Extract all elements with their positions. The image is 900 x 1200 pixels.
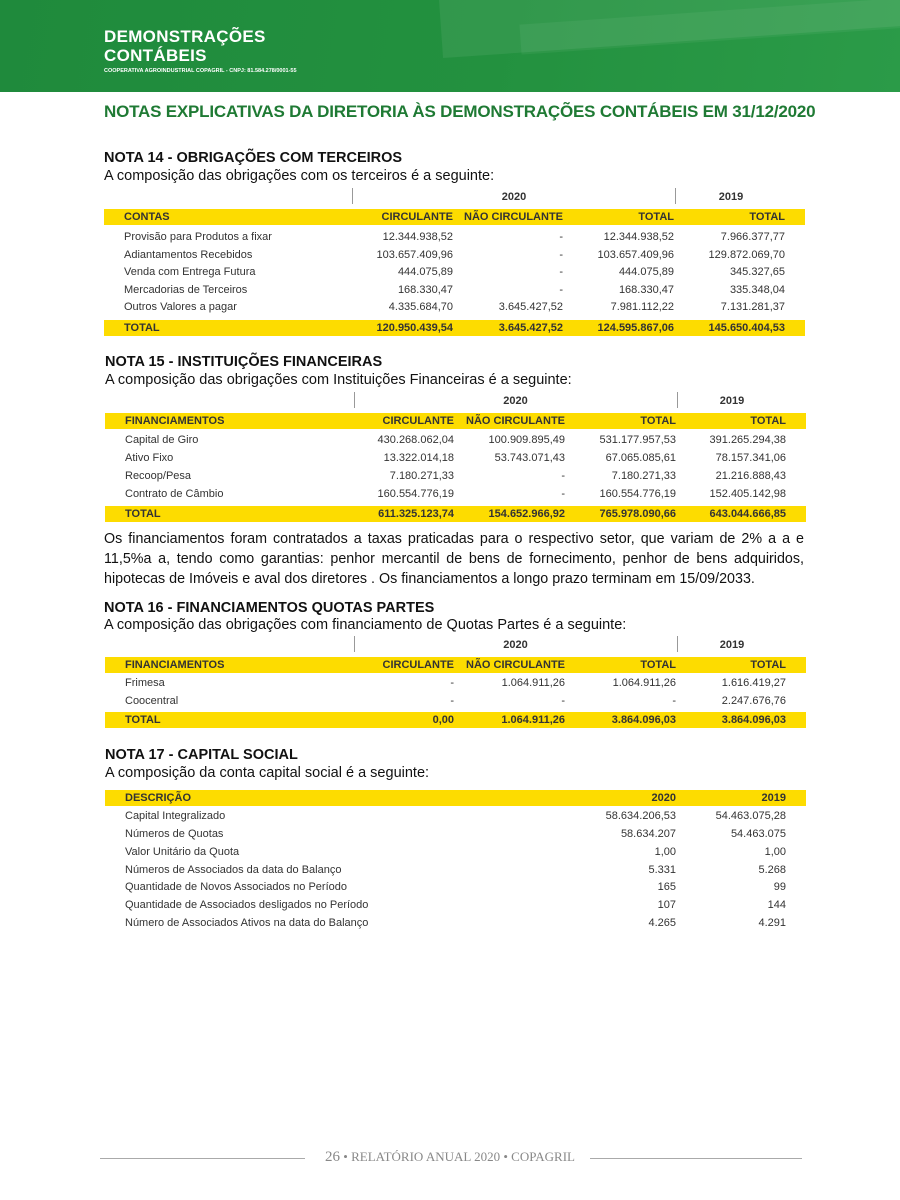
note14-year-2019: 2019: [718, 191, 744, 203]
row-label: Ativo Fixo: [125, 452, 174, 464]
cell: 5.331: [648, 864, 676, 876]
cell: -: [561, 488, 565, 500]
table-row: [105, 915, 806, 932]
cell: -: [450, 677, 454, 689]
cell: 1,00: [764, 846, 786, 858]
table-row: [105, 826, 806, 843]
cell: 2.247.676,76: [721, 695, 786, 707]
note15-total-row: [105, 506, 806, 522]
cell: 54.463.075: [730, 828, 786, 840]
note16-intro: A composição das obrigações com financiamento de Quotas Partes é a seguinte:: [104, 617, 627, 633]
cell: 7.131.281,37: [720, 301, 785, 313]
table-row: [105, 897, 806, 914]
cell: 430.268.062,04: [377, 434, 454, 446]
cell: 5.268: [758, 864, 786, 876]
page-footer: [0, 1149, 900, 1166]
col-header: TOTAL: [750, 415, 786, 427]
col-header: NÃO CIRCULANTE: [464, 211, 563, 223]
cell: 129.872.069,70: [708, 249, 785, 261]
table-row: [104, 247, 805, 264]
cell: 168.330,47: [618, 284, 674, 296]
cell: 103.657.409,96: [376, 249, 453, 261]
cell: -: [559, 249, 563, 261]
cell: 7.180.271,33: [611, 470, 676, 482]
row-label: Provisão para Produtos a fixar: [124, 231, 272, 243]
table-row: [105, 693, 806, 710]
table-row: [105, 432, 806, 449]
total-cell: 154.652.966,92: [488, 508, 565, 520]
col-header: NÃO CIRCULANTE: [466, 659, 565, 671]
table-row: [104, 282, 805, 299]
cell: 12.344.938,52: [603, 231, 674, 243]
note16-year-2020: 2020: [503, 639, 528, 651]
total-cell: 124.595.867,06: [597, 322, 674, 334]
cell: -: [559, 231, 563, 243]
note16-year-2019: 2019: [719, 639, 745, 651]
row-label: Capital de Giro: [125, 434, 199, 446]
total-cell: 120.950.439,54: [376, 322, 453, 334]
table-row: [104, 229, 805, 246]
col-header: 2020: [651, 792, 676, 804]
col-header: CONTAS: [124, 211, 170, 223]
total-cell: 1.064.911,26: [501, 714, 565, 726]
col-header: NÃO CIRCULANTE: [466, 415, 565, 427]
cell: 1.064.911,26: [501, 677, 565, 689]
row-label: Capital Integralizado: [125, 810, 226, 822]
cell: 531.177.957,53: [599, 434, 676, 446]
header-title: [104, 28, 266, 64]
row-label: Venda com Entrega Futura: [124, 266, 256, 278]
col-header: DESCRIÇÃO: [125, 792, 192, 804]
header-title-line2: CONTÁBEIS: [104, 46, 207, 65]
total-cell: 145.650.404,53: [708, 322, 785, 334]
cell: 168.330,47: [397, 284, 453, 296]
cell: 152.405.142,98: [709, 488, 786, 500]
note15-header-row: [105, 413, 806, 429]
table-row: [105, 468, 806, 485]
cell: 13.322.014,18: [383, 452, 454, 464]
row-label: Adiantamentos Recebidos: [124, 249, 253, 261]
col-header: CIRCULANTE: [382, 659, 454, 671]
table-row: [105, 486, 806, 503]
note15-year-2020: 2020: [503, 395, 528, 407]
note16-title: NOTA 16 - FINANCIAMENTOS QUOTAS PARTES: [104, 600, 435, 616]
page-number: 26: [325, 1149, 341, 1165]
col-header: TOTAL: [750, 659, 786, 671]
total-cell: 0,00: [432, 714, 454, 726]
cell: 4.291: [758, 917, 786, 929]
table-row: [105, 844, 806, 861]
total-cell: 3.864.096,03: [721, 714, 786, 726]
cell: 7.981.112,22: [610, 301, 674, 313]
note15-title: NOTA 15 - INSTITUIÇÕES FINANCEIRAS: [105, 354, 383, 370]
cell: 391.265.294,38: [709, 434, 786, 446]
note17-title: NOTA 17 - CAPITAL SOCIAL: [105, 747, 298, 763]
row-label: Coocentral: [125, 695, 179, 707]
cell: 160.554.776,19: [599, 488, 676, 500]
header-subtitle: COOPERATIVA AGROINDUSTRIAL COPAGRIL - CNPJ: 81.584.278/0001-55: [104, 68, 297, 74]
note17-header-row: [105, 790, 806, 806]
cell: 144: [767, 899, 786, 911]
note15-intro: A composição das obrigações com Instituições Financeiras é a seguinte:: [105, 372, 572, 388]
table-row: [104, 264, 805, 281]
cell: -: [559, 284, 563, 296]
col-header: 2019: [761, 792, 786, 804]
cell: -: [559, 266, 563, 278]
total-cell: 3.645.427,52: [498, 322, 563, 334]
cell: 67.065.085,61: [605, 452, 676, 464]
cell: 99: [773, 881, 786, 893]
note16-header-row: [105, 657, 806, 673]
row-label: Mercadorias de Terceiros: [124, 284, 248, 296]
note14-year-2020: 2020: [501, 191, 527, 203]
cell: 21.216.888,43: [715, 470, 786, 482]
row-label: Número de Associados Ativos na data do Balanço: [125, 917, 369, 929]
table-row: [105, 675, 806, 692]
cell: 4.265: [648, 917, 676, 929]
company-name: COPAGRIL: [511, 1149, 575, 1164]
page-heading: NOTAS EXPLICATIVAS DA DIRETORIA ÀS DEMONSTRAÇÕES CONTÁBEIS EM 31/12/2020: [104, 102, 816, 121]
row-label: Quantidade de Novos Associados no Período: [125, 881, 347, 893]
row-label: Números de Associados da data do Balanço: [125, 864, 342, 876]
cell: 3.645.427,52: [498, 301, 563, 313]
row-label: Contrato de Câmbio: [125, 488, 224, 500]
row-label: Quantidade de Associados desligados no Período: [125, 899, 369, 911]
cell: 345.327,65: [729, 266, 785, 278]
note14-header-row: [104, 209, 805, 225]
row-label: Valor Unitário da Quota: [125, 846, 240, 858]
row-label: Frimesa: [125, 677, 165, 689]
cell: -: [561, 695, 565, 707]
cell: -: [672, 695, 676, 707]
cell: 58.634.206,53: [605, 810, 676, 822]
note14-total-row: [104, 320, 805, 336]
cell: 165: [657, 881, 676, 893]
cell: 7.180.271,33: [389, 470, 454, 482]
cell: 100.909.895,49: [488, 434, 565, 446]
cell: 103.657.409,96: [597, 249, 674, 261]
total-cell: 611.325.123,74: [378, 508, 454, 520]
table-row: [105, 808, 806, 825]
col-header: CIRCULANTE: [381, 211, 453, 223]
row-label: Recoop/Pesa: [125, 470, 192, 482]
cell: 335.348,04: [729, 284, 785, 296]
footer-separator: •: [503, 1149, 508, 1164]
cell: 58.634.207: [620, 828, 676, 840]
col-header: FINANCIAMENTOS: [125, 659, 225, 671]
cell: 1.064.911,26: [612, 677, 676, 689]
financing-paragraph: Os financiamentos foram contratados a taxas praticadas para o respectivo setor, que variam de 2% a a e 11,5%a a, tendo como garantias: penhor mercantil de bens de fornecimento, penhor de bens adquiridos, hipotecas de Imóveis e aval dos diretores . Os financiamentos a longo prazo terminam em 15/09/2033.: [104, 531, 804, 587]
total-cell: 3.864.096,03: [611, 714, 676, 726]
total-cell: 765.978.090,66: [599, 508, 676, 520]
cell: -: [450, 695, 454, 707]
cell: 7.966.377,77: [720, 231, 785, 243]
cell: 54.463.075,28: [715, 810, 786, 822]
cell: 444.075,89: [618, 266, 674, 278]
table-row: [105, 862, 806, 879]
cell: 12.344.938,52: [382, 231, 453, 243]
footer-separator: •: [343, 1149, 348, 1164]
cell: 160.554.776,19: [377, 488, 454, 500]
cell: 78.157.341,06: [715, 452, 786, 464]
report-name: RELATÓRIO ANUAL 2020: [351, 1149, 501, 1164]
col-header: TOTAL: [640, 415, 676, 427]
cell: -: [561, 470, 565, 482]
col-header: TOTAL: [640, 659, 676, 671]
note15-year-2019: 2019: [719, 395, 745, 407]
note14-intro: A composição das obrigações com os terceiros é a seguinte:: [104, 168, 495, 184]
cell: 1,00: [654, 846, 676, 858]
note14-title: NOTA 14 - OBRIGAÇÕES COM TERCEIROS: [104, 150, 403, 166]
col-header: FINANCIAMENTOS: [125, 415, 225, 427]
row-label: Outros Valores a pagar: [124, 301, 237, 313]
total-cell: 643.044.666,85: [709, 508, 786, 520]
cell: 107: [657, 899, 676, 911]
col-header: CIRCULANTE: [382, 415, 454, 427]
total-label: TOTAL: [124, 322, 160, 334]
cell: 53.743.071,43: [494, 452, 565, 464]
table-row: [104, 299, 805, 316]
cell: 444.075,89: [397, 266, 453, 278]
header-title-line1: DEMONSTRAÇÕES: [104, 27, 266, 46]
total-label: TOTAL: [125, 714, 161, 726]
cell: 4.335.684,70: [388, 301, 453, 313]
header-banner: [0, 0, 900, 92]
col-header: TOTAL: [638, 211, 674, 223]
col-header: TOTAL: [749, 211, 785, 223]
total-label: TOTAL: [125, 508, 161, 520]
table-row: [105, 879, 806, 896]
row-label: Números de Quotas: [125, 828, 224, 840]
table-row: [105, 450, 806, 467]
note16-total-row: [105, 712, 806, 728]
cell: 1.616.419,27: [721, 677, 786, 689]
note17-intro: A composição da conta capital social é a seguinte:: [105, 765, 430, 781]
